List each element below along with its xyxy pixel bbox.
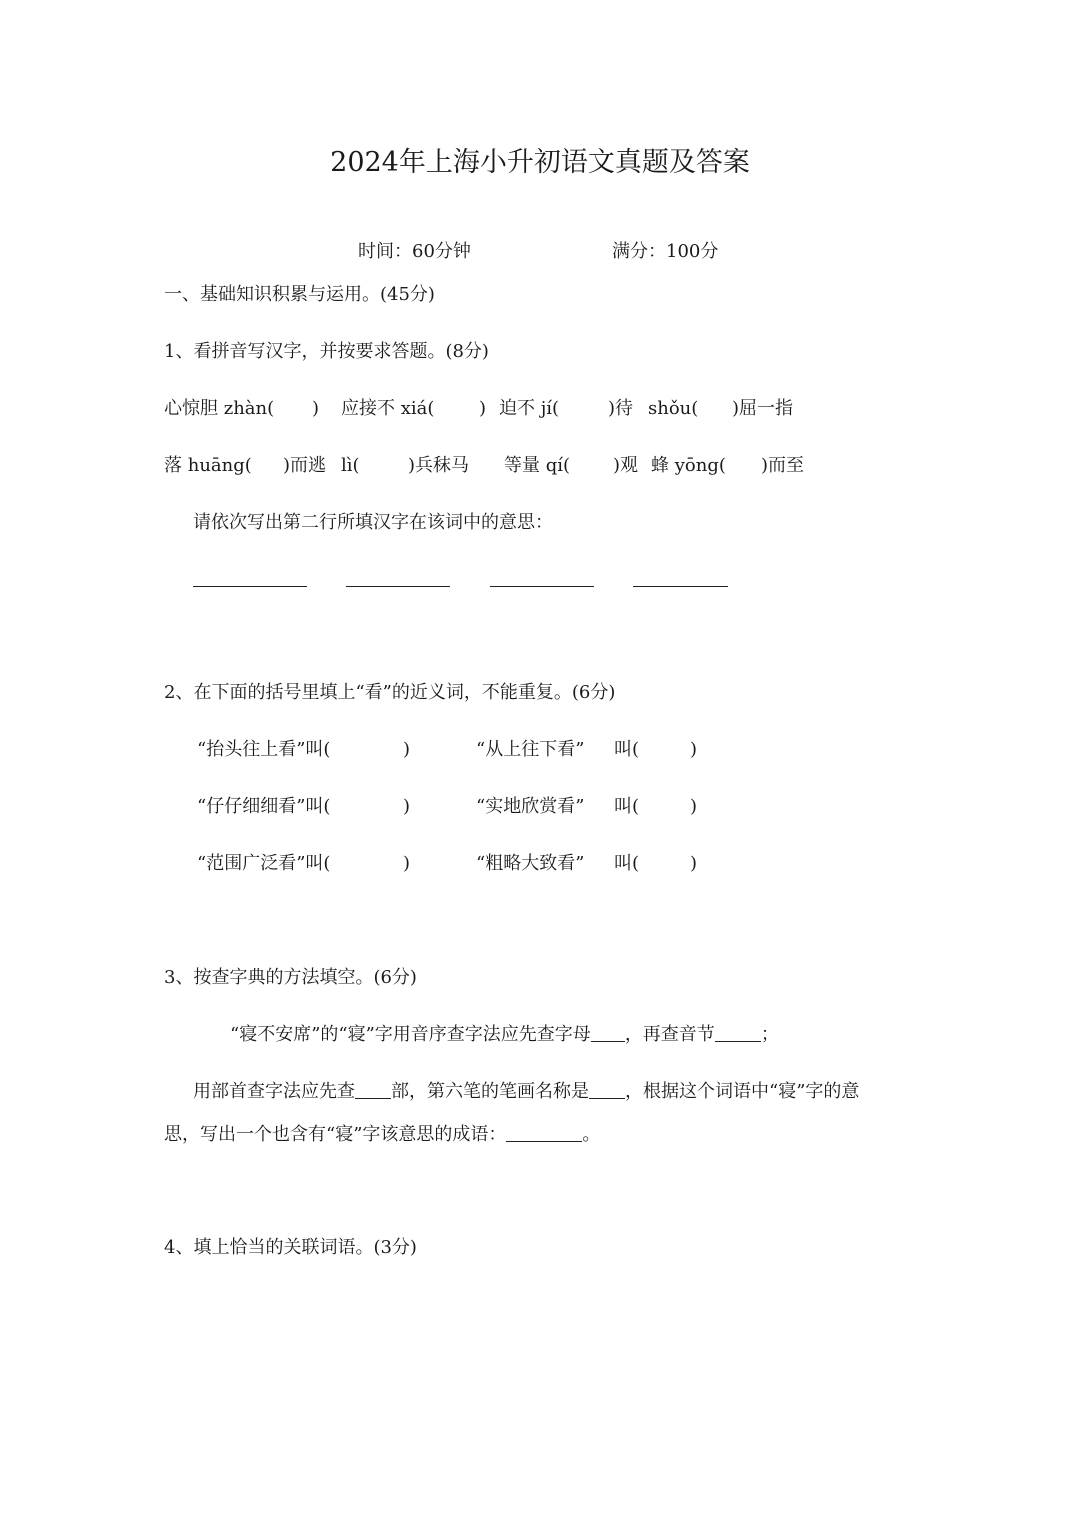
q1-answer-line-1[interactable] (193, 586, 307, 587)
section-1-heading: 一、基础知识积累与运用。(45分) (164, 284, 435, 305)
q1-paren-close: )观 (613, 455, 639, 476)
q3-text: ，再查音节 (624, 1024, 715, 1045)
q1-answer-line-4[interactable] (633, 586, 728, 587)
q1-paren-close: )屈一指 (732, 398, 794, 419)
q1-item-2: 应接不 xiá( (341, 398, 435, 419)
q2-paren-close: ) (403, 796, 411, 817)
q3-text: 用部首查字法应先查 (193, 1081, 355, 1102)
q3-blank-radical[interactable] (355, 1080, 391, 1099)
q3-text: ； (760, 1024, 779, 1045)
q3-line-2 (193, 1080, 859, 1104)
q1-paren-close: )而至 (761, 455, 805, 476)
q1-paren-close: ) (479, 398, 487, 419)
q2-left-phrase-1: “抬头往上看”叫( (197, 739, 331, 760)
q2-paren-close: ) (690, 739, 698, 760)
q2-left-phrase-3: “范围广泛看”叫( (197, 853, 331, 874)
q1-paren-close: ) (312, 398, 320, 419)
exam-full-score: 满分：100分 (612, 241, 719, 262)
q1-item-4: shǒu( (648, 398, 699, 419)
q1-paren-close: )待 (608, 398, 634, 419)
q2-heading: 2、在下面的括号里填上“看”的近义词，不能重复。(6分) (164, 682, 616, 703)
q1-item-5: 落 huāng( (164, 455, 252, 476)
q3-line-3 (164, 1123, 600, 1147)
q3-text: 。 (582, 1124, 601, 1145)
q2-paren-close: ) (403, 739, 411, 760)
q2-right-call-3: 叫( (614, 853, 640, 874)
q2-right-call-1: 叫( (614, 739, 640, 760)
q1-item-3: 迫不 jí( (499, 398, 560, 419)
q1-item-6: lì( (341, 455, 360, 476)
q1-heading: 1、看拼音写汉字，并按要求答题。(8分) (164, 341, 489, 362)
q2-paren-close: ) (690, 796, 698, 817)
q2-right-phrase-2: “实地欣赏看” (476, 796, 585, 817)
q1-paren-close: )兵秣马 (408, 455, 470, 476)
q4-heading: 4、填上恰当的关联词语。(3分) (164, 1237, 417, 1258)
q3-blank-idiom[interactable] (506, 1123, 582, 1142)
q1-item-1: 心惊胆 zhàn( (164, 398, 275, 419)
q3-blank-stroke[interactable] (589, 1080, 625, 1099)
q3-text: ，根据这个词语中“寝”字的意 (625, 1081, 860, 1102)
q3-text: 部，第六笔的笔画名称是 (391, 1081, 589, 1102)
q1-answer-line-2[interactable] (346, 586, 450, 587)
q1-instruction: 请依次写出第二行所填汉字在该词中的意思： (193, 512, 553, 533)
q2-paren-close: ) (403, 853, 411, 874)
q2-right-phrase-3: “粗略大致看” (476, 853, 585, 874)
q2-left-phrase-2: “仔仔细细看”叫( (197, 796, 331, 817)
q2-paren-close: ) (690, 853, 698, 874)
page-title: 2024年上海小升初语文真题及答案 (330, 147, 750, 178)
q3-blank-letter[interactable] (591, 1023, 625, 1042)
q3-line-1 (230, 1023, 779, 1047)
q1-paren-close: )而逃 (283, 455, 327, 476)
q2-right-call-2: 叫( (614, 796, 640, 817)
q3-heading: 3、按查字典的方法填空。(6分) (164, 967, 417, 988)
q1-item-8: 蜂 yōng( (651, 455, 726, 476)
q3-text: “寝不安席”的“寝”字用音序查字法应先查字母 (230, 1024, 591, 1045)
q1-answer-line-3[interactable] (490, 586, 594, 587)
q3-blank-syllable[interactable] (715, 1023, 761, 1042)
q3-text: 思，写出一个也含有“寝”字该意思的成语： (164, 1124, 507, 1145)
q1-item-7: 等量 qí( (504, 455, 571, 476)
exam-time: 时间：60分钟 (358, 241, 471, 262)
q2-right-phrase-1: “从上往下看” (476, 739, 585, 760)
